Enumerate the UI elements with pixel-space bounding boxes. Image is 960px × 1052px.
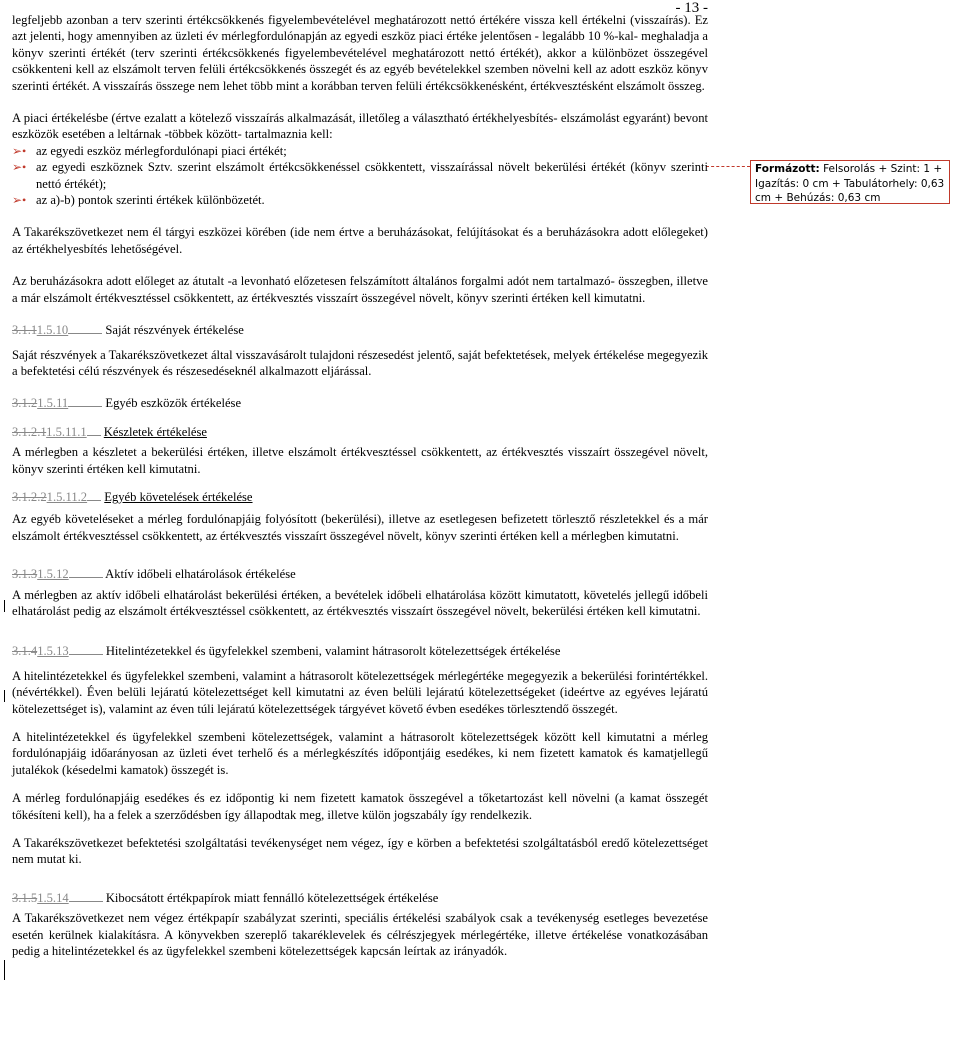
section-paragraph: Az egyéb követeléseket a mérleg fordulónapjáig folyósított (bekerülési), illetve az esetlegesen befizetett törlesztő részletekkel és a már elszámolt értékvesztéssel csökkentett, az értékvesztés visszaírt összegével növelt, könyv szerinti értéken kell a mérlegben kimutatni. <box>12 512 708 543</box>
section-title: Saját részvények értékelése <box>105 323 244 338</box>
bullet-arrow-icon: ➢• <box>12 143 27 158</box>
section-number-inserted: 1.5.14 <box>37 890 69 905</box>
section-number-inserted: 1.5.10 <box>36 323 69 338</box>
tab-leader <box>69 577 103 578</box>
market-valuation-intro: A piaci értékelésbe (értve ezalatt a kötelező visszaírás alkalmazását, illetőleg a választható értékhelyesbítés- elszámolást egyaránt) bevont eszközök esetében a leltárnak -többek között- tartalmaznia kell: <box>12 111 708 142</box>
section-title: Kibocsátott értékpapírok miatt fennálló kötelezettségek értékelése <box>105 890 439 905</box>
section-number-deleted: 3.1.2 <box>12 396 38 411</box>
formatting-balloon[interactable] <box>750 160 950 204</box>
change-bar <box>4 600 5 612</box>
section-number-inserted: 1.5.11.2 <box>46 489 88 504</box>
section-paragraph: A Takarékszövetkezet befektetési szolgáltatási tevékenységet nem végez, így e körben a befektetési szolgáltatásból eredő kötelezettséget nem mutat ki. <box>12 836 708 867</box>
tab-leader <box>87 435 101 436</box>
bullet-arrow-icon: ➢• <box>12 193 27 208</box>
tab-leader <box>69 654 103 655</box>
section-heading <box>12 566 708 582</box>
balloon-prefix: Formázott: <box>755 163 820 175</box>
section-number-deleted: 3.1.2.1 <box>12 424 47 439</box>
section-paragraph: A mérlegben az aktív időbeli elhatárolást bekerülési értéken, a bevételek időbeli elhatárolása között kimutatott, követelés jellegű időbeli elhatárolást pedig az elszámolt értékvesztéssel csökkentett, az értékvesztés visszaírt összegével növelt, bekerülési értéken kell kimutatni. <box>12 587 708 618</box>
section-number-inserted: 1.5.11.1 <box>46 424 87 439</box>
section-heading <box>12 395 708 411</box>
section-heading <box>12 424 708 440</box>
list-item-label: az egyedi eszköz mérlegfordulónapi piaci értékét; <box>36 143 287 158</box>
section-number-deleted: 3.1.4 <box>12 644 38 659</box>
change-bar <box>4 960 5 980</box>
section-number-deleted: 3.1.1 <box>12 323 37 338</box>
section-heading <box>12 489 708 505</box>
list-item <box>12 159 708 192</box>
bullet-arrow-icon: ➢• <box>12 160 27 175</box>
section-paragraph: A mérleg fordulónapjáig esedékes és ez időpontig ki nem fizetett kamatok összegével a tőketartozást kell növelni (a kamat összegét tőkésíteni kell), ha a felek a szerződésben így állapodtak meg, illetve külön jogszabály így rendelkezik. <box>12 791 708 822</box>
section-number-deleted: 3.1.3 <box>12 567 38 582</box>
section-title: Aktív időbeli elhatárolások értékelése <box>105 567 296 582</box>
para-tangible: A Takarékszövetkezet nem él tárgyi eszközei körében (ide nem értve a beruházásokat, felújításokat és a beruházásokra adott előlegeket) az értékhelyesbítés lehetőségével. <box>12 225 708 256</box>
section-paragraph: A hitelintézetekkel és ügyfelekkel szembeni, valamint a hátrasorolt kötelezettségek mérlegértéke megegyezik a bekerülési forintértékkel. (névértékkel). Éven belüli lejáratú kötelezettséget kell kimutatni az éven belüli lejáratú kötelezettségeket (ideértve az egyéves lejáratú kötelezettséget is), valamint az éven túli lejáratú kötelezettségek tárgyévet követő évben esedékes törlesztendő összegét. <box>12 668 708 716</box>
section-paragraph: A hitelintézetekkel és ügyfelekkel szembeni kötelezettségek, valamint a hátrasorolt kötelezettségek között kell kimutatni a mérleg fordulónapjáig időarányosan az üzleti évet terhelő és a mérlegkészítés időpontjáig esedékes, ki nem fizetett kamatok és kamatjellegű jutalékok (késedelmi kamatok) összegét is. <box>12 730 708 777</box>
section-title: Egyéb követelések értékelése <box>104 489 253 504</box>
section-number-inserted: 1.5.11 <box>37 396 69 411</box>
section-number-inserted: 1.5.13 <box>37 644 69 659</box>
list-item <box>12 143 708 159</box>
section-title: Készletek értékelése <box>103 424 207 439</box>
tab-leader <box>69 901 103 902</box>
tab-leader <box>68 333 102 334</box>
balloon-text: Felsorolás + Szint: 1 + Igazítás: 0 cm + Tabulátorhely: 0,63 cm + Behúzás: 0,63 cm <box>755 163 945 204</box>
section-heading <box>12 322 708 338</box>
list-item-label: az a)-b) pontok szerinti értékek különbözetét. <box>36 193 265 208</box>
section-title: Hitelintézetekkel és ügyfelekkel szembeni, valamint hátrasorolt kötelezettségek értékelése <box>105 644 561 659</box>
comment-connector <box>706 166 750 167</box>
section-title: Egyéb eszközök értékelése <box>105 396 242 411</box>
section-heading <box>12 890 708 906</box>
tab-leader <box>68 406 102 407</box>
section-heading <box>12 643 708 659</box>
tab-leader <box>87 500 101 501</box>
list-item <box>12 192 708 208</box>
section-paragraph: A Takarékszövetkezet nem végez értékpapír szabályzat szerinti, speciális értékelési szabályok csak a tevékenység esetleges bevezetése esetén kerülnek kialakításra. A könyvekben szereplő takaréklevelek és célrészjegyek mérlegértéke, illetve értékelése vonatkozásában pedig a hitelintézetekkel és az ügyfelekkel szembeni kötelezettségek kapcsán leírtak az irányadók. <box>12 911 708 959</box>
section-number-deleted: 3.1.5 <box>12 890 38 905</box>
section-paragraph: Saját részvények a Takarékszövetkezet által visszavásárolt tulajdoni részesedést jelentő, saját befektetések, melyek értékelése megegyezik a befektetési célú részvények és részesedéseknél alkalmazott eljárással. <box>12 347 708 378</box>
document-body <box>12 12 708 959</box>
para-investments: Az beruházásokra adott előleget az átutalt -a levonható előzetesen felszámított általános forgalmi adót nem tartalmazó- összegben, illetve a már elszámolt értékvesztéssel csökkentett, az értékvesztés visszaírt összegével növelt, könyv szerinti értéken kell kimutatni. <box>12 274 708 305</box>
intro-paragraph: legfeljebb azonban a terv szerinti értékcsökkenés figyelembevételével meghatározott nettó értékére vissza kell értékelni (visszaírás). Ez azt jelenti, hogy amennyiben az üzleti év mérlegfordulónapján az egyedi eszköz piaci értéke jelentősen - legalább 10 %-kal- meghaladja a könyv szerinti értékét (terv szerinti értékcsökkenés figyelembevételével meghatározott nettó értékét), akkor a különbözet összegével csökkenteni kell az elszámolt terven felüli értékcsökkenés összegét és az egyéb bevételekkel szemben növelni kell az adott eszköz könyv szerinti értékét. A visszaírás összege nem lehet több mint a korábban terven felüli értékcsökkenésként, értékvesztésként elszámolt összeg. <box>12 13 708 93</box>
section-paragraph: A mérlegben a készletet a bekerülési értéken, illetve elszámolt értékvesztéssel csökkentett, az értékvesztés visszaírt összegével növelt, könyv szerinti értéken kell kimutatni. <box>12 445 708 476</box>
page-number: - 13 - <box>675 0 708 16</box>
section-number-inserted: 1.5.12 <box>37 567 69 582</box>
section-number-deleted: 3.1.2.2 <box>12 489 47 504</box>
change-bar <box>4 690 5 702</box>
list-item-label: az egyedi eszköznek Sztv. szerint elszámolt értékcsökkenéssel csökkentett, visszaírással növelt bekerülési értékét (könyv szerinti nettó értékét); <box>36 160 708 191</box>
bullet-list <box>12 143 708 209</box>
sections <box>12 322 708 959</box>
